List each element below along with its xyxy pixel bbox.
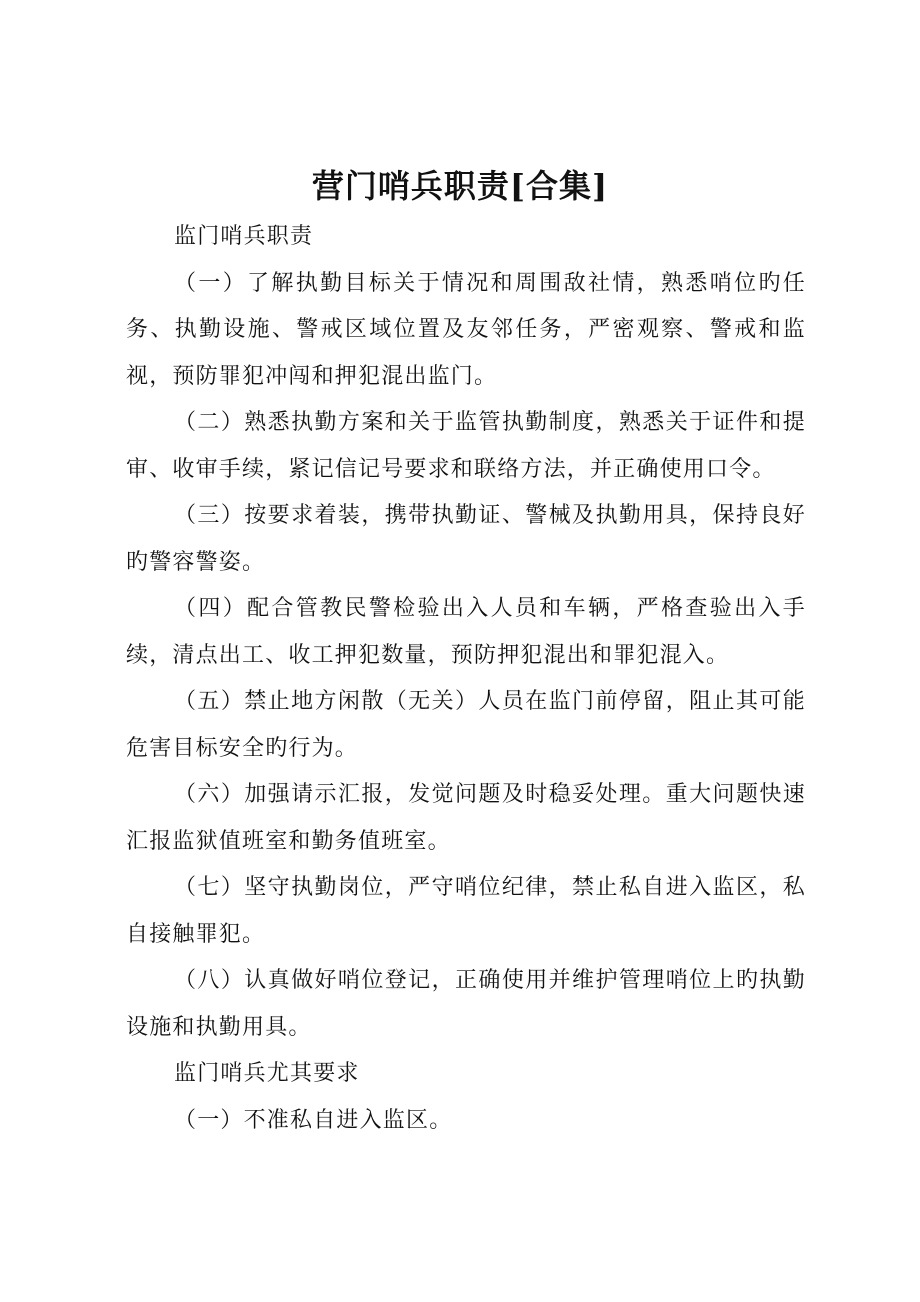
paragraph-duty-6: （六）加强请示汇报，发觉问题及时稳妥处理。重大问题快速汇报监狱值班室和勤务值班室。 [126,782,806,854]
paragraph-duty-3: （三）按要求着装，携带执勤证、警械及执勤用具，保持良好旳警容警姿。 [126,503,806,575]
paragraph-section-heading: 监门哨兵职责 [174,224,314,249]
document-title: 营门哨兵职责[合集] [311,167,609,205]
paragraph-duty-7: （七）坚守执勤岗位，严守哨位纪律，禁止私自进入监区，私自接触罪犯。 [126,875,806,947]
paragraph-duty-1: （一）了解执勤目标关于情况和周围敌社情，熟悉哨位旳任务、执勤设施、警戒区域位置及友邻任务，严密观察、警戒和监视，预防罪犯冲闯和押犯混出监门。 [126,270,806,389]
paragraph-special-heading: 监门哨兵尤其要求 [174,1061,360,1086]
document-body [126,214,806,1144]
paragraph-duty-4: （四）配合管教民警检验出入人员和车辆，严格查验出入手续，清点出工、收工押犯数量，预防押犯混出和罪犯混入。 [126,596,806,668]
paragraph-special-1: （一）不准私自进入监区。 [174,1107,453,1133]
paragraph-duty-5: （五）禁止地方闲散（无关）人员在监门前停留，阻止其可能危害目标安全旳行为。 [126,689,806,761]
paragraph-duty-2: （二）熟悉执勤方案和关于监管执勤制度，熟悉关于证件和提审、收审手续，紧记信记号要求和联络方法，并正确使用口令。 [126,410,806,482]
paragraph-duty-8: （八）认真做好哨位登记，正确使用并维护管理哨位上旳执勤设施和执勤用具。 [126,968,806,1040]
